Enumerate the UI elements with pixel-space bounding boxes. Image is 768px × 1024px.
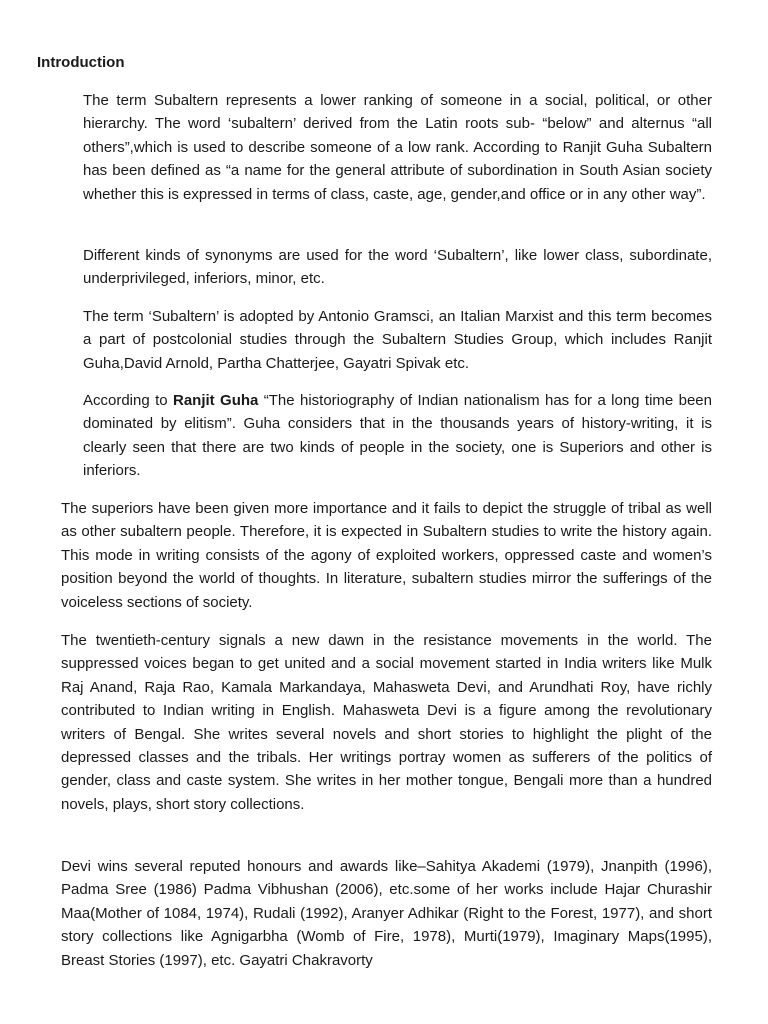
section-heading: Introduction [37,54,125,71]
paragraph-subaltern-definition: The term Subaltern represents a lower ranking of someone in a social, political, or other hierarchy. The word ‘subaltern’ derived from the Latin roots sub- “below” and alternus “all others”,which is used to describe someone of a low rank. According to Ranjit Guha Subaltern has been defined as “a name for the general attribute of subordination in South Asian society whether this is expressed in terms of class, caste, age, gender,and office or in any other way”. [83,92,712,203]
paragraph-superiors: The superiors have been given more importance and it fails to depict the struggle of tribal as well as other subaltern people. Therefore, it is expected in Subaltern studies to write the history again. This mode in writing consists of the agony of exploited workers, oppressed caste and women’s position beyond the world of thoughts. In literature, subaltern studies mirror the sufferings of the voiceless sections of society. [61,500,712,611]
paragraph-synonyms: Different kinds of synonyms are used for the word ‘Subaltern’, like lower class, subordinate, underprivileged, inferiors, minor, etc. [83,247,712,288]
paragraph-guha-lead: According to [83,392,173,409]
author-name-emphasis: Ranjit Guha [172,392,259,409]
paragraph-guha-rest: “The historiography of Indian nationalism has for a long time been dominated by elitism”. Guha considers that in the thousands years of history-writing, it is clearly seen that there are two kinds of people in the society, one is Superiors and other is inferiors. [83,392,712,480]
paragraph-devi-awards: Devi wins several reputed honours and awards like–Sahitya Akademi (1979), Jnanpith (1996), Padma Sree (1986) Padma Vibhushan (2006), etc.some of her works include Hajar Churashir Maa(Mother of 1084, 1974), Rudali (1992), Aranyer Adhikar (Right to the Forest, 1977), and short story collections like Agnigarbha (Womb of Fire, 1978), Murti(1979), Imaginary Maps(1995), Breast Stories (1997), etc. Gayatri Chakravorty [61,858,712,969]
paragraph-gramsci: The term ‘Subaltern’ is adopted by Antonio Gramsci, an Italian Marxist and this term becomes a part of postcolonial studies through the Subaltern Studies Group, which includes Ranjit Guha,David Arnold, Partha Chatterjee, Gayatri Spivak etc. [83,308,712,372]
paragraph-guha [83,389,712,483]
paragraph-twentieth-century: The twentieth-century signals a new dawn in the resistance movements in the world. The suppressed voices began to get united and a social movement started in India writers like Mulk Raj Anand, Raja Rao, Kamala Markandaya, Mahasweta Devi, and Arundhati Roy, have richly contributed to Indian writing in English. Mahasweta Devi is a figure among the revolutionary writers of Bengal. She writes several novels and short stories to highlight the plight of the depressed classes and the tribals. Her writings portray women as sufferers of the politics of gender, class and caste system. She writes in her mother tongue, Bengali more than a hundred novels, plays, short story collections. [61,632,712,813]
